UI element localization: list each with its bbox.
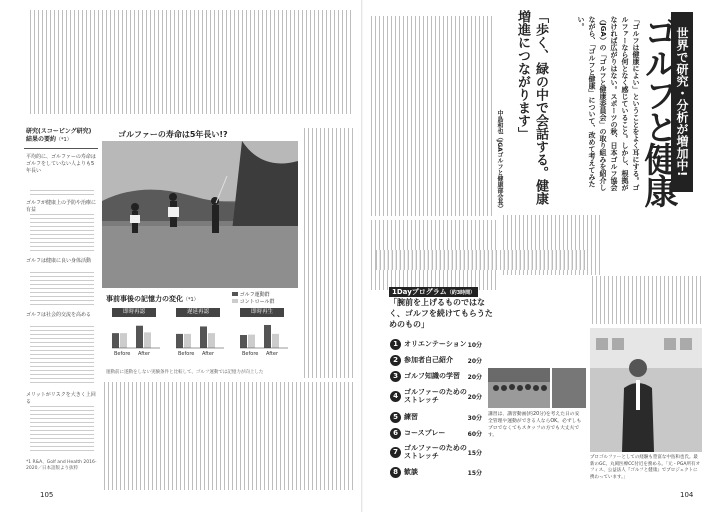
sidebar-item-5: メリットがリスクを大きく上回る (26, 392, 96, 405)
sidebar-footnote: *1 R&A、Golf and Health 2016-2020／日本語版より抜粋 (26, 460, 97, 471)
golf-photo (102, 141, 298, 288)
body-text-right (304, 128, 354, 378)
body-text-right-lower (592, 276, 702, 324)
sidebar-item-3-detail (30, 272, 94, 308)
sidebar-item-4: ゴルフは社会的交流を高める (26, 312, 92, 318)
sidebar-item-1: 平均的に、ゴルファーの寿命はゴルフをしていない人よりも5年長い (26, 154, 96, 174)
sidebar-item-5-detail (30, 406, 94, 452)
program-item-3: 3 ゴルフ知識の学習 20分 (390, 369, 480, 383)
page-left (0, 0, 361, 512)
portrait-caption: プロゴルファーとしての経験も豊富な中島和也氏。最新のGC、丸岡医療CC付近を務める。「元・PGA所有オフィス、公益法人『ゴルフと健康』でプロジェクトに携わっています。」 (590, 455, 700, 480)
chart-x-label: Before (242, 351, 259, 357)
chart-bar (248, 335, 255, 348)
program-item-8: 8 歓談 15分 (390, 465, 480, 479)
chart-bar (136, 326, 143, 348)
chart-bar (200, 326, 207, 348)
chart-plot (104, 318, 300, 358)
chart-x-label: After (266, 351, 279, 357)
lead-text: 「ゴルフは健康によい」ということをよく耳にする。ゴルファーなら何となく感じていること。しかし、根拠がなければ広がりはない。スポーツの秋、日本ゴルフ協会（JGA）の「ゴルフと健康委員会」の取り組みを紹介しながら、「ゴルフと健康」について、改めて考えてみたい。 (577, 16, 640, 191)
chart-bar (144, 332, 151, 348)
body-text-upper (371, 16, 495, 216)
program-item-4: 4 ゴルファーのためのストレッチ 20分 (390, 386, 480, 406)
chart-title: 事前事後の記憶力の変化（*1） (106, 295, 199, 303)
chart-tab-3: 即時再生 (240, 308, 284, 317)
chart-legend: ゴルフ運動群 コントロール群 (232, 292, 275, 306)
program-item-6: 6 コースプレー 60分 (390, 426, 480, 440)
program-item-1: 1 オリエンテーション 10分 (390, 337, 480, 351)
headline: 「歩く、緑の中で会話する。健康増進につながります」 (515, 10, 548, 205)
chart-bar (208, 333, 215, 348)
main-title: ゴルフと健康 (638, 14, 678, 206)
photo-title: ゴルファーの寿命は5年長い!? (118, 130, 228, 139)
memory-chart (104, 308, 300, 368)
chart-bar (240, 335, 247, 348)
group-photo-2 (552, 368, 586, 408)
portrait-photo (590, 328, 702, 452)
kicker-badge: 世界で研究・分析が増加中! (671, 12, 693, 192)
body-text-bottom (104, 382, 354, 490)
program-item-7: 7 ゴルファーのためのストレッチ 15分 (390, 442, 480, 462)
chart-caption: 運動前に遂動をしない実験条件と比較して、ゴルフ運動では記憶力が向上した (106, 370, 264, 375)
chart-x-label: Before (178, 351, 195, 357)
chart-bar (184, 334, 191, 348)
page-number-left: 105 (40, 491, 54, 499)
photo-caption: 講習は、講習動画(約20分)を考えた日の安全管理や運動ができる人ならOK。必ずしもプロでなくてもスタッフの方でも大丈夫です。 (488, 412, 582, 438)
chart-x-label: After (138, 351, 151, 357)
chart-bar (272, 334, 279, 348)
chart-bar (112, 333, 119, 348)
chart-x-label: After (202, 351, 215, 357)
page-number-right: 104 (680, 491, 694, 499)
chart-bar (176, 334, 183, 348)
program-item-5: 5 練習 30分 (390, 410, 480, 424)
sidebar-heading: 研究(スコーピング研究) 結果の要約（*1） (26, 128, 92, 143)
chart-tab-1: 即時再認 (112, 308, 156, 317)
sidebar-item-3: ゴルフは健康に良い身体活動 (26, 258, 92, 264)
program-box-title: 1Dayプログラム（約3時間） (389, 287, 478, 297)
body-text-right-lower2 (376, 250, 586, 270)
sidebar-item-4-detail (30, 326, 94, 384)
group-photo (488, 368, 550, 408)
sidebar-item-2: ゴルフが健康上の予防や治療に有益 (26, 200, 97, 213)
speaker: 中島和也（JGAゴルフと健康部会長） (496, 110, 503, 212)
chart-tab-2: 遅延再認 (176, 308, 220, 317)
chart-bar (120, 333, 127, 348)
sidebar-item-2-detail (30, 214, 94, 254)
program-item-2: 2 参加者自己紹介 20分 (390, 353, 480, 367)
chart-x-label: Before (114, 351, 131, 357)
program-quote: 「腕前を上げるものではなく、ゴルフを続けてもらうためのもの」 (389, 298, 493, 329)
chart-bar (264, 325, 271, 348)
body-text-top (30, 10, 352, 114)
sidebar-item-1-detail (30, 190, 94, 196)
